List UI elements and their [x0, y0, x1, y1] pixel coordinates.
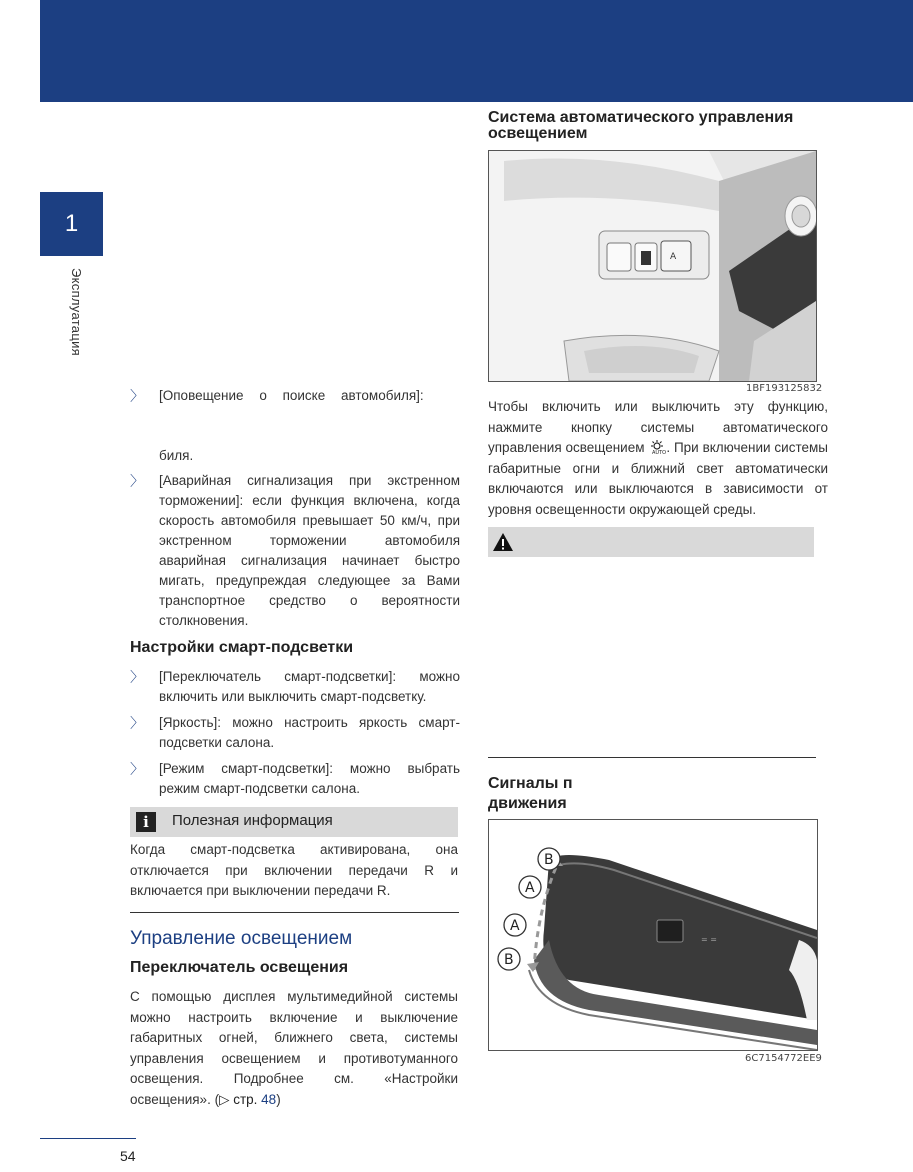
footer-rule	[40, 1138, 136, 1139]
close-paren: )	[276, 1091, 281, 1107]
label-b-top: B	[544, 852, 554, 868]
bullet-brightness	[130, 713, 460, 753]
chevron-right-icon: 〉	[130, 669, 144, 685]
chapter-label-text: Эксплуатация	[69, 268, 84, 356]
bullet-vehicle-search	[130, 386, 460, 406]
svg-text:AUTO: AUTO	[652, 450, 667, 454]
auto-lighting-heading-line2: освещением	[488, 125, 588, 142]
warning-icon	[492, 532, 514, 552]
bullet-text: [Аварийная сигнализация при экстренном торможении]: если функция включена, когда скорость автомобиля превышает 50 км/ч, при экстренном торможении автомобиля аварийная сигнализация начинает быстро мигать, предупреждая следующее за Вами транспортное средство о вероятности столкновения.	[159, 473, 460, 628]
chevron-right-icon: 〉	[130, 715, 144, 731]
section-title: Управление освещением	[130, 928, 353, 949]
dashboard-illustration	[489, 151, 816, 381]
svg-text:A: A	[670, 252, 677, 262]
figure-code: 1BF193125832	[746, 383, 823, 394]
auto-lighting-figure	[488, 150, 817, 382]
bullet-text: [Яркость]: можно настроить яркость смарт-подсветки салона.	[159, 715, 460, 750]
chevron-right-icon: 〉	[130, 473, 144, 489]
page-ref-number: 48	[261, 1091, 277, 1107]
label-a-bottom: A	[510, 918, 520, 934]
chevron-right-icon: 〉	[130, 388, 144, 404]
auto-lighting-text-1: Чтобы включить или выключить эту функцию, нажмите кнопку системы автоматического управления освещением	[488, 399, 828, 455]
info-icon: i	[136, 812, 156, 832]
stalk-illustration	[489, 820, 817, 1050]
turn-signals-heading-line1: Сигналы п	[488, 775, 573, 792]
auto-lighting-heading-line1: Система автоматического управления	[488, 109, 794, 126]
auto-lighting-heading	[488, 110, 793, 142]
info-text: Когда смарт-подсветка активирована, она отключается при включении передачи R и включается при выключении передачи R.	[130, 842, 458, 898]
chevron-right-icon: 〉	[130, 761, 144, 777]
light-switch-body: С помощью дисплея мультимедийной системы можно настроить включение и выключение габаритных огней, ближнего света, системы управления освещением и противотуманного освещения. Подробнее см. «Настройки освещения». (	[130, 989, 458, 1107]
turn-signals-heading-line2: движения	[488, 795, 567, 812]
page-number: 54	[120, 1148, 136, 1164]
divider	[130, 912, 459, 913]
info-title: Полезная информация	[172, 812, 333, 829]
label-a-top: A	[525, 880, 535, 896]
bullet-smart-mode	[130, 759, 460, 799]
bullet-text: [Переключатель смарт-подсветки]: можно включить или выключить смарт-подсветку.	[159, 669, 460, 704]
warning-bar	[488, 527, 814, 557]
svg-text:= =: = =	[701, 935, 717, 944]
bullet-emergency-hazard	[130, 471, 460, 631]
bullet-text: [Оповещение о поиске автомобиля]:	[159, 388, 424, 403]
light-switch-text	[130, 987, 458, 1110]
label-b-bottom: B	[504, 952, 514, 968]
chapter-label	[62, 268, 92, 378]
turn-signals-heading	[488, 774, 573, 814]
chapter-number: 1	[64, 210, 79, 237]
chapter-number-tab	[40, 192, 103, 256]
figure-code: 6C7154772EE9	[745, 1053, 822, 1064]
light-switch-heading: Переключатель освещения	[130, 959, 349, 976]
bullet-text: [Режим смарт-подсветки]: можно выбрать режим смарт-подсветки салона.	[159, 761, 460, 796]
auto-lighting-text	[488, 397, 828, 520]
divider	[488, 757, 816, 758]
bullet-smart-switch	[130, 667, 460, 707]
info-bar	[130, 807, 458, 837]
page-ref-label: ▷ стр.	[219, 1091, 258, 1107]
page-ref-link[interactable]	[219, 1092, 276, 1107]
bullet-tail-text: биля.	[159, 448, 194, 463]
auto-light-icon	[648, 440, 666, 454]
smart-lighting-heading: Настройки смарт-подсветки	[130, 639, 354, 656]
auto-lighting-text-2: . При включении системы габаритные огни и ближний свет автоматически включаются или выключаются в зависимости от уровня освещенности окружающей среды.	[488, 440, 828, 517]
header-band	[40, 0, 913, 102]
turn-signal-figure	[488, 819, 818, 1051]
